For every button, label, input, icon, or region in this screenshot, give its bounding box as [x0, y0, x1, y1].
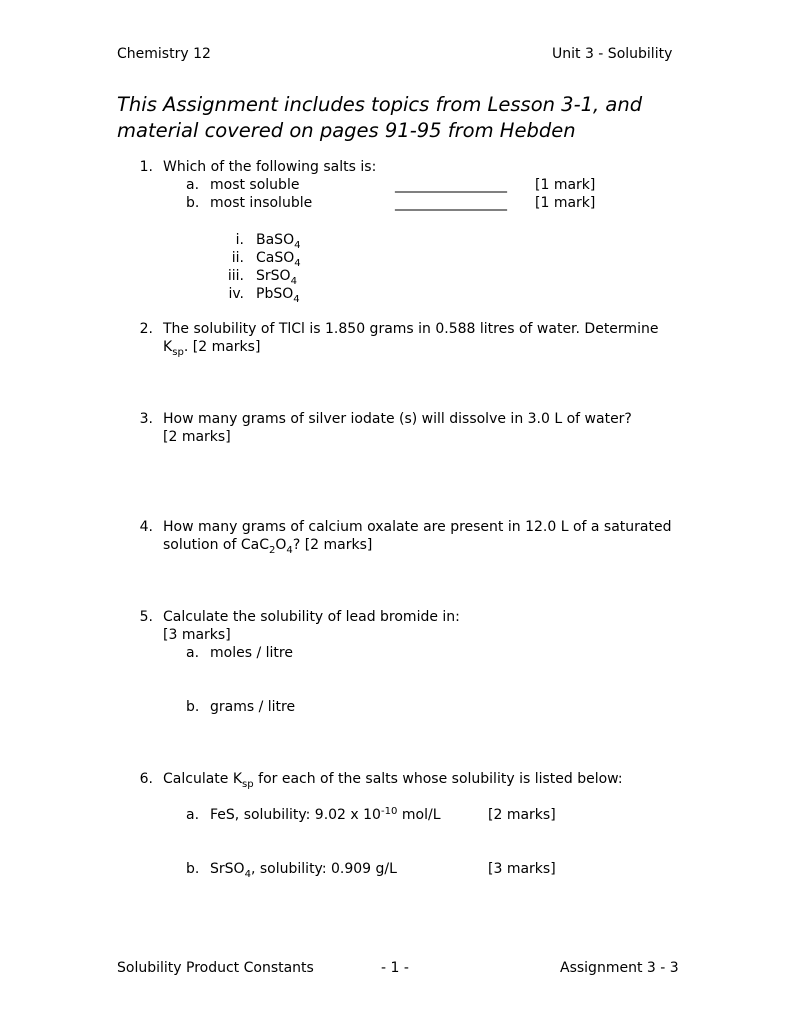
q6b-marks: [3 marks] [488, 861, 556, 877]
q2-number: 2. [139, 321, 153, 337]
q1a-answer-blank: ________________ [395, 177, 507, 193]
q3-marks: [2 marks] [163, 429, 231, 445]
q6-text: Calculate $K_{sp}$ for each of the salts whose solubility is listed below: [163, 771, 623, 790]
q5b-text: grams / litre [210, 699, 296, 715]
q1-option-formula: BaSO$_4$ [256, 232, 301, 251]
q3-number: 3. [139, 411, 153, 427]
q6b-letter: b. [186, 861, 200, 877]
q4-text-line-2: solution of $CaC_2O_4$? [2 marks] [163, 537, 373, 556]
q6a-marks: [2 marks] [488, 807, 556, 823]
q4-text-line-1: How many grams of calcium oxalate are present in 12.0 L of a saturated [163, 519, 672, 535]
q4-number: 4. [139, 519, 153, 535]
q1-text: Which of the following salts is: [163, 159, 377, 175]
title-line-1: This Assignment includes topics from Lesson 3-1, and [117, 93, 643, 116]
q5-marks: [3 marks] [163, 627, 231, 643]
q2-text-line-2: $K_{sp}$. [2 marks] [163, 339, 261, 358]
footer-assignment: Assignment 3 - 3 [560, 960, 679, 976]
q5a-letter: a. [186, 645, 200, 661]
q1b-text: most insoluble [210, 195, 313, 211]
q3-text-line-1: How many grams of silver iodate (s) will dissolve in 3.0 L of water? [163, 411, 632, 427]
header-course: Chemistry 12 [117, 46, 211, 62]
q1-option-formula: PbSO$_4$ [256, 286, 300, 305]
assignment-title [117, 92, 677, 143]
q1-number: 1. [139, 159, 153, 175]
q5a-text: moles / litre [210, 645, 293, 661]
q1b-marks: [1 mark] [535, 195, 596, 211]
q6b-text: SrSO$_4$, solubility: 0.909 g/L [210, 861, 397, 880]
footer-topic: Solubility Product Constants [117, 960, 314, 976]
q6a-text: FeS, solubility: 9.02 x $10^{-10}$ mol/L [210, 805, 441, 823]
q1-option-numeral: ii. [231, 250, 244, 266]
q5b-letter: b. [186, 699, 200, 715]
q6-number: 6. [139, 771, 153, 787]
q5-text-line-1: Calculate the solubility of lead bromide in: [163, 609, 460, 625]
q1-option-numeral: iii. [227, 268, 244, 284]
q1a-text: most soluble [210, 177, 300, 193]
q5-number: 5. [139, 609, 153, 625]
q1-option-formula: SrSO$_4$ [256, 268, 297, 287]
title-line-2: material covered on pages 91-95 from Hebden [117, 118, 576, 142]
footer-page-number: - 1 - [381, 960, 409, 976]
header-unit: Unit 3 - Solubility [552, 46, 673, 62]
q2-text-line-1: The solubility of TlCl is 1.850 grams in 0.588 litres of water. Determine [163, 321, 659, 337]
q1-option-formula: CaSO$_4$ [256, 250, 301, 269]
q1-option-numeral: i. [235, 232, 244, 248]
q1a-marks: [1 mark] [535, 177, 596, 193]
q1b-letter: b. [186, 195, 200, 211]
q6a-letter: a. [186, 807, 200, 823]
q1b-answer-blank: ________________ [395, 195, 507, 211]
q1-option-numeral: iv. [228, 286, 244, 302]
q1a-letter: a. [186, 177, 200, 193]
